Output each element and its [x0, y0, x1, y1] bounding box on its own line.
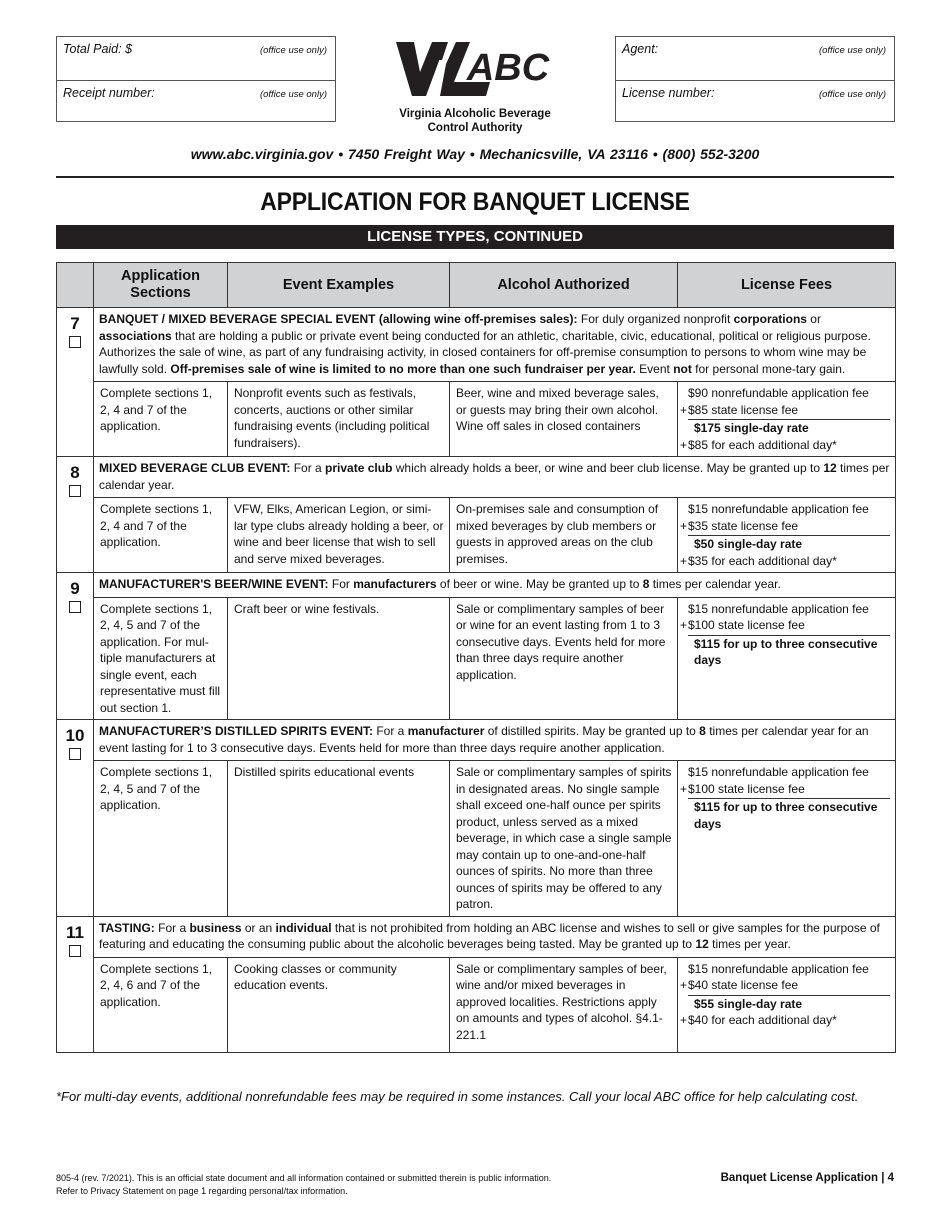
fee-total: $115 for up to three consecutive days	[694, 800, 878, 831]
agent-note: (office use only)	[818, 45, 886, 56]
checkbox-8[interactable]	[69, 485, 81, 497]
logo-caption	[390, 107, 560, 135]
page-title: APPLICATION FOR BANQUET LICENSE	[260, 188, 690, 216]
license-types-table	[56, 262, 896, 1053]
license-type-row-8-desc	[57, 457, 896, 498]
license-type-row-10-details	[57, 761, 896, 917]
sections-cell: Complete sections 1, 2, 4, 6 and 7 of the application.	[94, 957, 228, 1052]
form-revision-note: 805-4 (rev. 7/2021). This is an official state document and all information contained or submitted therein is public information.	[56, 1173, 552, 1183]
alcohol-cell: Beer, wine and mixed beverage sales, or guests may bring their own alcohol. Wine off sales in closed containers	[450, 382, 678, 457]
fee-application: $90 nonrefundable application fee	[688, 386, 869, 400]
fees-cell	[678, 498, 896, 573]
header-alcohol-authorized: Alcohol Authorized	[450, 263, 678, 308]
row-number: 8	[70, 463, 80, 482]
table-header-row	[57, 263, 896, 308]
fees-cell	[678, 957, 896, 1052]
checkbox-11[interactable]	[69, 945, 81, 957]
checkbox-9[interactable]	[69, 601, 81, 613]
fee-application: $15 nonrefundable application fee	[688, 961, 869, 976]
row-number: 11	[66, 922, 84, 942]
license-type-row-11-details	[57, 957, 896, 1052]
total-paid-field[interactable]	[57, 37, 335, 78]
row-number-cell	[57, 720, 94, 917]
agent-label: Agent:	[622, 42, 659, 56]
receipt-number-note: (office use only)	[259, 89, 327, 100]
fee-application: $15 nonrefundable application fee	[688, 765, 869, 779]
contact-line: www.abc.virginia.gov • 7450 Freight Way • Mechanicsville, VA 23116 • (800) 552-3200	[190, 146, 760, 162]
fee-application: $15 nonrefundable application fee	[688, 502, 869, 516]
fee-application: $15 nonrefundable application fee	[688, 601, 869, 616]
alcohol-cell: Sale or complimentary samples of spirits in designated areas. No single sample shall exceed one-half ounce per spirits product, unless served as a mixed beverage, in which case a single sample may contain up to one-and-one-half ounces of spirits. No more than three ounces of spirits may be offered to any patron.	[450, 761, 678, 917]
total-paid-label: Total Paid: $	[63, 42, 133, 56]
row-number: 7	[70, 314, 80, 333]
header-spacer	[57, 263, 94, 308]
examples-cell: VFW, Elks, American Legion, or simi-lar type clubs already holding a beer, or wine and beer license that wish to sell and serve mixed beverages.	[228, 498, 450, 573]
row-number-cell	[57, 457, 94, 573]
fees-cell	[678, 761, 896, 917]
multi-day-footnote: *For multi-day events, additional nonrefundable fees may be required in some instances. Call your local ABC office for help calculating cost.	[56, 1089, 859, 1104]
row-number: 9	[70, 579, 80, 598]
header-license-fees: License Fees	[678, 263, 896, 308]
examples-cell: Craft beer or wine festivals.	[228, 597, 450, 720]
privacy-note: Refer to Privacy Statement on page 1 regarding personal/tax information.	[56, 1186, 348, 1196]
fee-additional: + $35 for each additional day*	[680, 553, 837, 568]
logo-text: ABC	[466, 47, 550, 89]
sections-cell: Complete sections 1, 2, 4 and 7 of the application.	[94, 382, 228, 457]
office-use-box-left	[56, 36, 336, 122]
fee-additional: + $85 for each additional day*	[680, 437, 837, 452]
fees-cell	[678, 597, 896, 720]
fee-state: + $100 state license fee	[680, 618, 805, 632]
fee-total: $115 for up to three consecutive days	[694, 636, 878, 667]
row-number-cell	[57, 916, 94, 1052]
examples-cell: Distilled spirits educational events	[228, 761, 450, 917]
license-type-row-11-desc	[57, 916, 896, 957]
fee-total: $50 single-day rate	[694, 537, 803, 551]
examples-cell: Nonprofit events such as festivals, concerts, auctions or other similar fundraising events (including political fundraisers).	[228, 382, 450, 457]
agent-field[interactable]	[616, 37, 894, 78]
row-number: 10	[65, 726, 85, 745]
fee-state: + $100 state license fee	[680, 781, 805, 796]
fee-state: + $40 state license fee	[680, 978, 799, 992]
license-description: MIXED BEVERAGE CLUB EVENT: For a private club which already holds a beer, or wine and beer club license. May be granted up to 12 times per calendar year.	[94, 457, 896, 498]
sections-cell: Complete sections 1, 2, 4, 5 and 7 of the application.	[94, 761, 228, 917]
alcohol-cell: On-premises sale and consumption of mixed beverages by club members or guests in approved areas on the club premises.	[450, 498, 678, 573]
fee-state: + $85 state license fee	[680, 402, 799, 417]
license-description: TASTING: For a business or an individual that is not prohibited from holding an ABC license and wishes to sell or give samples for the purpose of featuring and educating the consuming public about the alcoholic beverages being tasted. May be granted up to 12 times per year.	[94, 916, 896, 957]
fee-total: $55 single-day rate	[694, 996, 803, 1011]
receipt-number-field[interactable]	[57, 80, 335, 122]
fee-state: + $35 state license fee	[680, 518, 799, 533]
license-type-row-7-desc	[57, 308, 896, 382]
footer-left	[56, 1172, 551, 1198]
checkbox-7[interactable]	[69, 336, 81, 348]
logo-caption-line2: Control Authority	[427, 122, 523, 134]
license-type-row-9-desc	[57, 573, 896, 598]
alcohol-cell: Sale or complimentary samples of beer or wine for an event lasting from 1 to 3 consecutive days. Events held for more than three days require another application.	[450, 597, 678, 720]
license-type-row-10-desc	[57, 720, 896, 761]
fee-additional: + $40 for each additional day*	[680, 1013, 837, 1027]
license-number-note: (office use only)	[818, 89, 886, 100]
office-use-box-right	[615, 36, 895, 122]
logo-caption-line1: Virginia Alcoholic Beverage	[399, 108, 551, 120]
row-number-cell	[57, 573, 94, 720]
header-application-sections: Application Sections	[94, 263, 228, 308]
total-paid-note: (office use only)	[259, 45, 327, 56]
license-type-row-9-details	[57, 597, 896, 720]
license-description: MANUFACTURER'S BEER/WINE EVENT: For manufacturers of beer or wine. May be granted up to 8 times per calendar year.	[94, 573, 896, 598]
license-type-row-8-details	[57, 498, 896, 573]
checkbox-10[interactable]	[69, 748, 81, 760]
fees-cell	[678, 382, 896, 457]
sections-cell: Complete sections 1, 2, 4 and 7 of the application.	[94, 498, 228, 573]
receipt-number-label: Receipt number:	[63, 86, 155, 100]
license-type-row-7-details	[57, 382, 896, 457]
header-divider	[56, 176, 894, 178]
header-event-examples: Event Examples	[228, 263, 450, 308]
license-description: MANUFACTURER’S DISTILLED SPIRITS EVENT: For a manufacturer of distilled spirits. May be granted up to 8 times per calendar year for an event lasting for 1 to 3 consecutive days. Events held for more than three days require another application.	[94, 720, 896, 761]
alcohol-cell: Sale or complimentary samples of beer, wine and/or mixed beverages in approved localities. Restrictions apply on amounts and types of alcohol. §4.1-221.1	[450, 957, 678, 1052]
examples-cell: Cooking classes or community education events.	[228, 957, 450, 1052]
section-subtitle-bar: LICENSE TYPES, CONTINUED	[56, 225, 894, 249]
fee-total: $175 single-day rate	[694, 421, 809, 435]
row-number-cell	[57, 308, 94, 457]
license-number-label: License number:	[622, 86, 715, 100]
abc-logo-mark	[390, 38, 560, 100]
license-number-field[interactable]	[616, 80, 894, 122]
sections-cell: Complete sections 1, 2, 4, 5 and 7 of the application. For mul-tiple manufacturers at single event, each representative must fill out section 1.	[94, 597, 228, 720]
page-footer-label: Banquet License Application | 4	[720, 1172, 894, 1184]
license-description: BANQUET / MIXED BEVERAGE SPECIAL EVENT (allowing wine off-premises sales): For duly organized nonprofit corporations or associations that are holding a public or private event being conducted for an athletic, charitable, civic, educational, political or religious purpose. Authorizes the sale of wine, as part of any fundraising activity, in closed containers for off-premise consumption to persons to whom wine may be lawfully sold. Off-premises sale of wine is limited to no more than one such fundraiser per year. Event not for personal mone-tary gain.	[94, 308, 896, 382]
abc-logo	[390, 38, 560, 135]
